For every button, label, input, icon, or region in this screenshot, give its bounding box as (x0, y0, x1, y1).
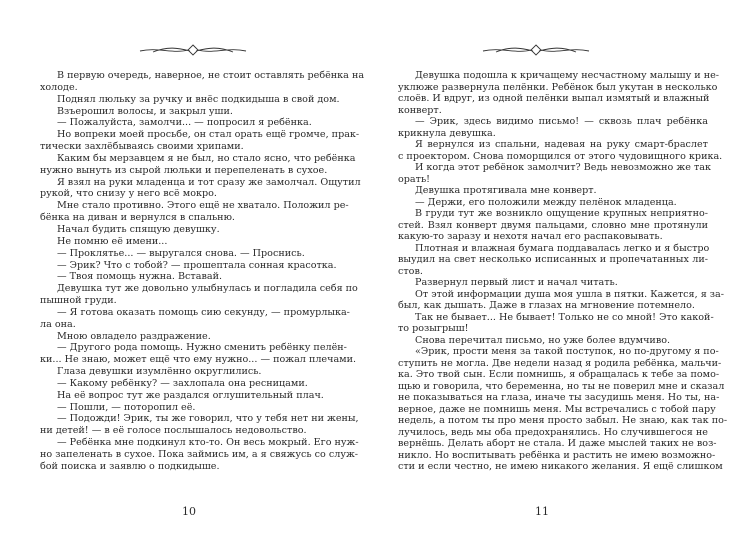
paragraph (40, 402, 330, 414)
paragraph (398, 116, 708, 139)
paragraph (40, 331, 330, 343)
text-line: выудил на свет несколько исписанных и пропечатанных ли- (398, 254, 708, 265)
paragraph (398, 70, 720, 116)
text-line: стов. (398, 265, 423, 277)
text-line: — Я готова оказать помощь сию секунду, — промурлыка- (57, 306, 350, 318)
paragraph (40, 152, 356, 177)
text-line: с проектором. Снова поморщился от этого чудовищного крика. (398, 150, 723, 162)
text-line: Каким бы мерзавцем я не был, но стало ясно, что ребёнка (57, 152, 356, 164)
text-line: В груди тут же возникло ощущение крупных неприятно- (415, 208, 708, 219)
text-line: недель, а потом ты про меня просто забыл. Не знаю, как так по- (398, 415, 728, 426)
text-line: уклюже развернула пелёнки. Ребёнок был укутан в несколько (398, 81, 718, 93)
paragraph (398, 288, 725, 312)
text-line: Взъерошил волосы, и закрыл уши. (57, 105, 233, 117)
text-line: В первую очередь, наверное, не стоит оставлять ребёнка на (57, 70, 365, 81)
text-line: — Другого рода помощь. Нужно сменить ребёнку пелён- (57, 342, 347, 354)
paragraph (398, 197, 708, 209)
text-line: И когда этот ребёнок замолчит? Ведь невозможно же так (415, 162, 711, 173)
text-line: лучилось, ведь мы оба предохранялись. Но случившегося не (398, 426, 708, 438)
text-line: — Пошли, — поторопил её. (57, 401, 196, 413)
paragraph (40, 200, 349, 224)
paragraph (40, 93, 340, 106)
text-line: верное, даже не помнишь меня. Мы встречались с тобой пару (398, 403, 716, 415)
text-line: бёнка на диван и вернулся в спальню. (40, 212, 235, 224)
text-line: — Какому ребёнку? — захлопала она ресницами. (57, 377, 308, 389)
ornament-divider-icon (481, 42, 591, 58)
text-line: вернёшь. Делать аборт не стала. И даже мыслей таких не воз- (398, 438, 717, 449)
page-number: 11 (535, 505, 549, 518)
paragraph (40, 70, 365, 94)
text-line: Девушка тут же довольно улыбнулась и погладила себя по (57, 283, 358, 295)
text-line: — Проклятье... — выругался снова. — Проснись. (57, 247, 305, 259)
paragraph (40, 378, 330, 390)
text-line: пышной груди. (40, 295, 117, 307)
text-line: Поднял люльку за ручку и внёс подкидыша в свой дом. (57, 93, 340, 105)
text-line: Так не бывает... Не бывает! Только не со мной! Это какой- (415, 311, 714, 323)
text-line: ки... Не знаю, может ещё что ему нужно... — пожал плечами. (40, 354, 357, 366)
text-line: но запеленать в сухое. Пока займись им, а я свяжусь со служ- (40, 449, 359, 460)
paragraph (40, 437, 359, 473)
paragraph (398, 277, 708, 289)
paragraph (40, 117, 330, 129)
text-line: — Ребёнка мне подкинул кто-то. Он весь мокрый. Его нуж- (57, 437, 359, 449)
text-line: «Эрик, прости меня за такой поступок, но по-другому я по- (415, 346, 719, 357)
text-line: Девушка протягивала мне конверт. (415, 185, 597, 196)
paragraph (40, 236, 330, 248)
text-line: не показываться на глаза, иначе ты засудишь меня. Но ты, на- (398, 392, 720, 403)
text-line: От этой информации душа моя ушла в пятки. Кажется, я за- (415, 288, 725, 300)
page-right (368, 0, 736, 540)
text-line: никло. Но воспитывать ребёнка и растить не имею возможно- (398, 449, 716, 461)
text-line: ла она. (40, 318, 76, 330)
text-line: Я вернулся из спальни, надевая на руку смарт-браслет (415, 139, 708, 150)
text-line: бой поиска и заявлю о подкидыше. (40, 460, 220, 472)
text-line: — Пожалуйста, замолчи... — попросил я ребёнка. (57, 117, 312, 129)
text-line: Но вопреки моей просьбе, он стал орать ещё громче, прак- (57, 129, 360, 141)
text-line: — Эрик, здесь видимо письмо! — сквозь плач ребёнка (415, 116, 708, 127)
text-line: холоде. (40, 81, 78, 93)
paragraph (398, 243, 708, 278)
paragraph (40, 283, 358, 307)
text-line: щью и говорила, что беременна, но ты не поверил мне и сказал (398, 380, 725, 392)
paragraph (40, 224, 330, 236)
paragraph (398, 162, 711, 185)
text-line: Глаза девушки изумлённо округлились. (57, 366, 262, 378)
text-line: орать! (398, 173, 431, 185)
text-line: стей. Взял конверт двумя пальцами, словно мне протянули (398, 219, 708, 231)
paragraph (40, 248, 330, 260)
text-line: был, как дышать. Даже в глазах на мгновение потемнело. (398, 300, 695, 311)
paragraph (398, 335, 708, 347)
text-line: ступить не могла. Две недели назад я родила ребёнка, мальчи- (398, 357, 722, 369)
text-line: какую-то заразу и нехотя начал его распаковывать. (398, 231, 663, 242)
text-line: Начал будить спящую девушку. (57, 223, 220, 235)
text-line: — Держи, его положили между пелёнок младенца. (415, 196, 677, 208)
text-line: Плотная и влажная бумага поддавалась легко и я быстро (415, 242, 710, 254)
text-line: рукой, что снизу у него всё мокро. (40, 188, 217, 200)
text-line: Не помню её имени... (57, 235, 168, 247)
paragraph (40, 342, 357, 366)
text-line: крикнула девушка. (398, 127, 496, 139)
text-line: тически захлёбываясь своими хрипами. (40, 141, 244, 153)
text-line: — Подожди! Эрик, ты же говорил, что у тебя нет ни жены, (57, 413, 359, 425)
text-line: конверт. (398, 104, 442, 116)
text-line: Девушка подошла к кричащему несчастному малышу и не- (415, 70, 720, 81)
text-line: — Эрик? Что с тобой? — прошептала сонная красотка. (57, 259, 337, 271)
text-line: Мною овладело раздражение. (57, 330, 211, 342)
paragraph (40, 306, 350, 331)
text-line: сти и если честно, не имею никакого желания. Я ещё слишком (398, 461, 723, 472)
text-line: На её вопрос тут же раздался оглушительный плач. (57, 389, 324, 401)
text-line: ни детей! — в её голосе послышалось недовольство. (40, 425, 307, 437)
ornament-divider-icon (138, 42, 248, 58)
text-line: Развернул первый лист и начал читать. (415, 277, 618, 288)
page-number: 10 (182, 505, 196, 518)
paragraph (398, 139, 723, 162)
page-text (40, 70, 365, 473)
paragraph (398, 311, 714, 335)
paragraph (398, 208, 708, 243)
text-line: Снова перечитал письмо, но уже более вдумчиво. (415, 334, 671, 346)
paragraph (40, 129, 360, 153)
paragraph (40, 366, 330, 378)
text-line: ка. Это твой сын. Если помнишь, я обращалась к тебе за помо- (398, 369, 720, 380)
paragraph (40, 271, 330, 283)
paragraph (40, 390, 330, 402)
paragraph (40, 176, 361, 201)
page-text (398, 70, 728, 473)
paragraph (398, 346, 728, 473)
text-line: слоёв. И вдруг, из одной пелёнки выпал измятый и влажный (398, 93, 710, 104)
text-line: нужно вынуть из сырой люльки и перепеленать в сухое. (40, 164, 328, 176)
paragraph (398, 185, 708, 197)
paragraph (40, 259, 337, 272)
text-line: Мне стало противно. Этого ещё не хватало. Положил ре- (57, 200, 349, 212)
text-line: Я взял на руки младенца и тот сразу же замолчал. Ощутил (57, 176, 361, 188)
paragraph (40, 106, 330, 118)
paragraph (40, 413, 359, 437)
text-line: то розыгрыш! (398, 323, 469, 334)
text-line: — Твоя помощь нужна. Вставай. (57, 271, 223, 283)
